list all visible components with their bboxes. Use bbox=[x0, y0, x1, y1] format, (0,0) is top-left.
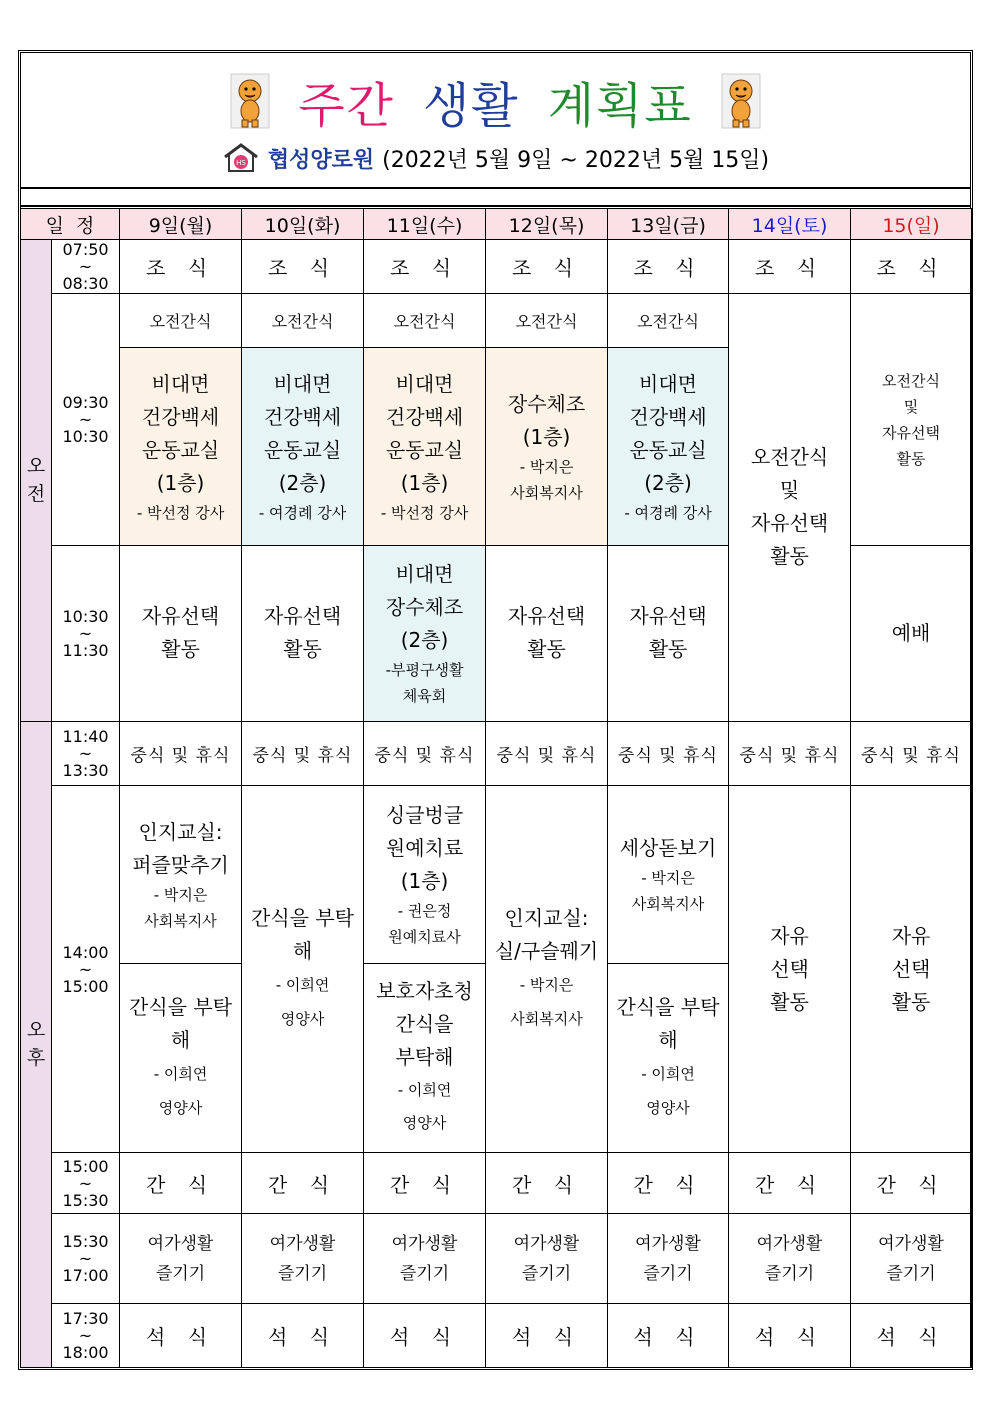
lunch-cell: 중식 및 휴식 bbox=[851, 721, 972, 785]
leisure-cell: 여가생활 즐기기 bbox=[729, 1214, 851, 1303]
snack-cell: 간 식 bbox=[120, 1153, 242, 1214]
day-header-sun: 15(일) bbox=[851, 209, 972, 240]
lunch-cell: 중식 및 휴식 bbox=[486, 721, 608, 785]
table-row bbox=[21, 294, 972, 348]
breakfast-cell: 조 식 bbox=[242, 240, 364, 294]
dinner-cell: 석 식 bbox=[851, 1303, 972, 1367]
day-header-thu: 12일(목) bbox=[486, 209, 608, 240]
activity-cell-sat-am: 오전간식 및 자유선택 활동 bbox=[729, 294, 851, 721]
header-divider bbox=[20, 205, 971, 207]
activity-cell-sat-pm: 자유 선택 활동 bbox=[729, 785, 851, 1152]
table-row bbox=[21, 240, 972, 294]
schedule-table bbox=[20, 208, 972, 1368]
day-header-tue: 10일(화) bbox=[242, 209, 364, 240]
breakfast-cell: 조 식 bbox=[608, 240, 729, 294]
dinner-cell: 석 식 bbox=[120, 1303, 242, 1367]
activity-cell-sun-late: 예배 bbox=[851, 546, 972, 722]
activity-cell-mon-am: 비대면 건강백세 운동교실 (1층) - 박선정 강사 bbox=[120, 348, 242, 546]
title-word-weekly: 주간 bbox=[298, 77, 395, 134]
activity-cell-thu-late: 자유선택 활동 bbox=[486, 546, 608, 722]
dinner-cell: 석 식 bbox=[364, 1303, 486, 1367]
lunch-cell: 중식 및 휴식 bbox=[120, 721, 242, 785]
activity-cell-thu-am: 장수체조 (1층) - 박지은 사회복지사 bbox=[486, 348, 608, 546]
time-slot: 10:30 ~ 11:30 bbox=[52, 546, 120, 722]
time-slot: 17:30 ~ 18:00 bbox=[52, 1303, 120, 1367]
day-header-fri: 13일(금) bbox=[608, 209, 729, 240]
breakfast-cell: 조 식 bbox=[120, 240, 242, 294]
activity-cell-mon-late: 자유선택 활동 bbox=[120, 546, 242, 722]
activity-cell-fri-pm: 세상돋보기 - 박지은 사회복지사 간식을 부탁해 - 이희연 영양사 bbox=[608, 785, 729, 1152]
subtitle-row bbox=[20, 140, 971, 176]
time-slot: 15:00 ~ 15:30 bbox=[52, 1153, 120, 1214]
leisure-cell: 여가생활 즐기기 bbox=[242, 1214, 364, 1303]
snack-cell: 간 식 bbox=[851, 1153, 972, 1214]
table-row bbox=[21, 785, 972, 1152]
leisure-cell: 여가생활 즐기기 bbox=[608, 1214, 729, 1303]
activity-cell-tue-pm: 간식을 부탁해 - 이희연 영양사 bbox=[242, 785, 364, 1152]
time-slot: 11:40 ~ 13:30 bbox=[52, 721, 120, 785]
lunch-cell: 중식 및 휴식 bbox=[364, 721, 486, 785]
activity-cell-sun-am: 오전간식 및 자유선택 활동 bbox=[851, 294, 972, 546]
morning-snack-cell: 오전간식 bbox=[242, 294, 364, 348]
activity-cell-wed-am: 비대면 건강백세 운동교실 (1층) - 박선정 강사 bbox=[364, 348, 486, 546]
activity-cell-mon-pm: 인지교실: 퍼즐맞추기 - 박지은 사회복지사 간식을 부탁해 - 이희연 영양사 bbox=[120, 785, 242, 1152]
time-slot: 14:00 ~ 15:00 bbox=[52, 785, 120, 1152]
leisure-cell: 여가생활 즐기기 bbox=[120, 1214, 242, 1303]
lunch-cell: 중식 및 휴식 bbox=[729, 721, 851, 785]
snack-cell: 간 식 bbox=[729, 1153, 851, 1214]
snack-cell: 간 식 bbox=[242, 1153, 364, 1214]
morning-snack-cell: 오전간식 bbox=[120, 294, 242, 348]
date-range: (2022년 5월 9일 ~ 2022년 5월 15일) bbox=[382, 147, 770, 173]
dinner-cell: 석 식 bbox=[242, 1303, 364, 1367]
activity-cell-tue-late: 자유선택 활동 bbox=[242, 546, 364, 722]
tiger-mascot-icon bbox=[721, 73, 761, 129]
lunch-cell: 중식 및 휴식 bbox=[608, 721, 729, 785]
leisure-cell: 여가생활 즐기기 bbox=[486, 1214, 608, 1303]
header-row bbox=[21, 209, 972, 240]
activity-cell-fri-late: 자유선택 활동 bbox=[608, 546, 729, 722]
snack-cell: 간 식 bbox=[364, 1153, 486, 1214]
time-slot: 09:30 ~ 10:30 bbox=[52, 294, 120, 546]
title-word-life: 생활 bbox=[422, 77, 520, 134]
activity-cell-wed-pm: 싱글벙글 원예치료 (1층) - 권은정 원예치료사 보호자초청 간식을 부탁해 - 이희연 영양사 bbox=[364, 785, 486, 1152]
breakfast-cell: 조 식 bbox=[851, 240, 972, 294]
snack-cell: 간 식 bbox=[486, 1153, 608, 1214]
dinner-cell: 석 식 bbox=[608, 1303, 729, 1367]
day-header-mon: 9일(월) bbox=[120, 209, 242, 240]
svg-text:HS: HS bbox=[235, 159, 246, 167]
header bbox=[20, 52, 971, 187]
table-row bbox=[21, 721, 972, 785]
header-divider bbox=[20, 187, 971, 189]
schedule-label: 일 정 bbox=[21, 209, 120, 240]
day-header-wed: 11일(수) bbox=[364, 209, 486, 240]
activity-cell-wed-late: 비대면 장수체조 (2층) -부평구생활 체육회 bbox=[364, 546, 486, 722]
dinner-cell: 석 식 bbox=[729, 1303, 851, 1367]
dinner-cell: 석 식 bbox=[486, 1303, 608, 1367]
morning-snack-cell: 오전간식 bbox=[486, 294, 608, 348]
leisure-cell: 여가생활 즐기기 bbox=[851, 1214, 972, 1303]
lunch-cell: 중식 및 휴식 bbox=[242, 721, 364, 785]
title-row bbox=[20, 66, 971, 136]
morning-snack-cell: 오전간식 bbox=[608, 294, 729, 348]
house-logo-icon bbox=[222, 143, 260, 173]
activity-cell-tue-am: 비대면 건강백세 운동교실 (2층) - 여경례 강사 bbox=[242, 348, 364, 546]
activity-cell-sun-pm: 자유 선택 활동 bbox=[851, 785, 972, 1152]
activity-cell-fri-am: 비대면 건강백세 운동교실 (2층) - 여경례 강사 bbox=[608, 348, 729, 546]
tiger-mascot-icon bbox=[230, 73, 270, 129]
snack-cell: 간 식 bbox=[608, 1153, 729, 1214]
org-name: 협성양로원 bbox=[267, 147, 375, 173]
time-slot: 07:50 ~ 08:30 bbox=[52, 240, 120, 294]
breakfast-cell: 조 식 bbox=[364, 240, 486, 294]
breakfast-cell: 조 식 bbox=[729, 240, 851, 294]
table-row bbox=[21, 1303, 972, 1367]
breakfast-cell: 조 식 bbox=[486, 240, 608, 294]
morning-snack-cell: 오전간식 bbox=[364, 294, 486, 348]
period-pm: 오 후 bbox=[21, 721, 52, 1367]
period-am: 오 전 bbox=[21, 240, 52, 722]
title-word-plan: 계획표 bbox=[547, 77, 693, 134]
day-header-sat: 14일(토) bbox=[729, 209, 851, 240]
leisure-cell: 여가생활 즐기기 bbox=[364, 1214, 486, 1303]
table-row bbox=[21, 1214, 972, 1303]
time-slot: 15:30 ~ 17:00 bbox=[52, 1214, 120, 1303]
table-row bbox=[21, 1153, 972, 1214]
activity-cell-thu-pm: 인지교실: 실/구슬꿰기 - 박지은 사회복지사 bbox=[486, 785, 608, 1152]
